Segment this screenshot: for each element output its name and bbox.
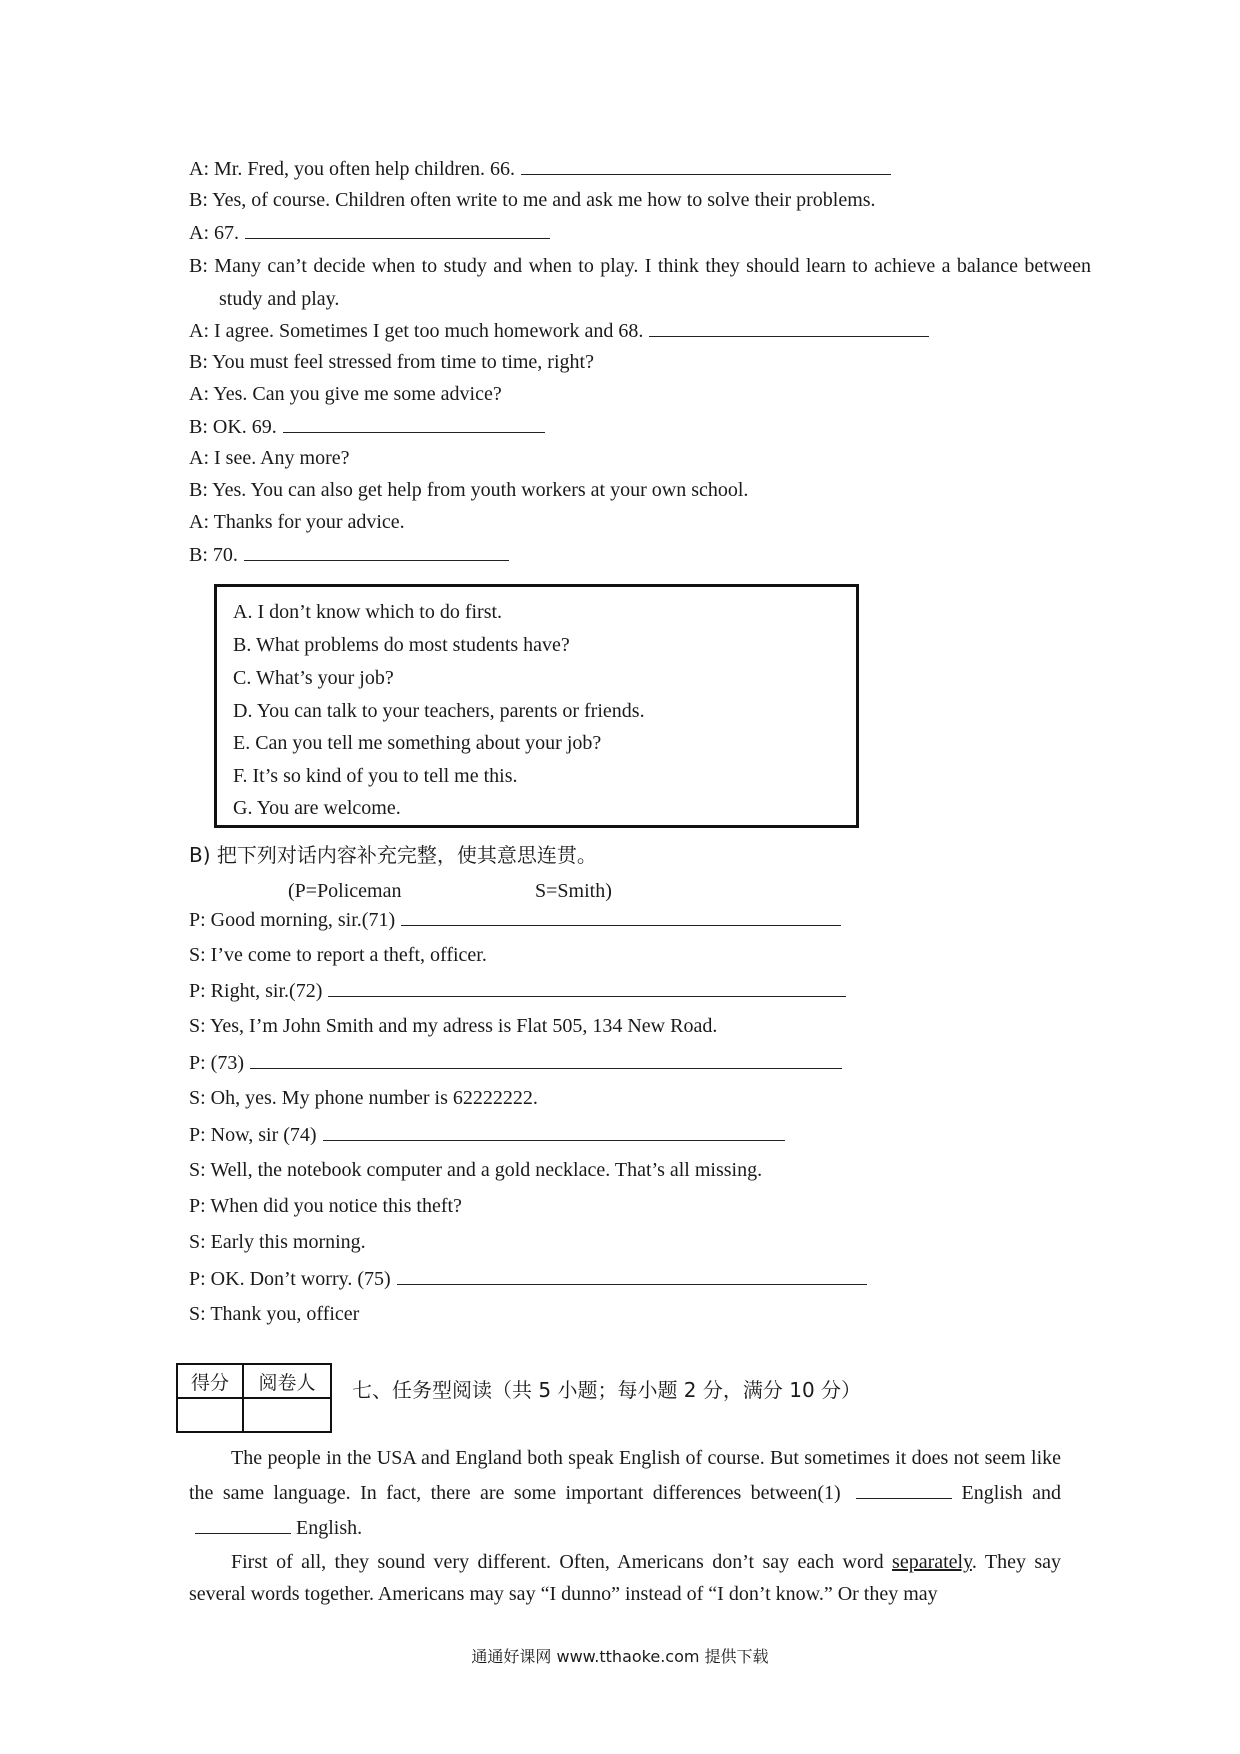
answer-blank[interactable] bbox=[521, 154, 891, 175]
answer-blank[interactable] bbox=[397, 1264, 867, 1285]
dialogue-a-line-text: A: Thanks for your advice. bbox=[189, 511, 405, 533]
answer-blank[interactable] bbox=[328, 976, 846, 997]
dialogue-a-line bbox=[189, 540, 509, 569]
score-cell[interactable] bbox=[177, 1398, 243, 1432]
passage-p1-text: The people in the USA and England both speak English of course. But sometimes it does not seem like the same language. In fact, there are some important differences between(1) bbox=[189, 1447, 1061, 1504]
dialogue-b-line-text: P: Good morning, sir.(71) bbox=[189, 909, 396, 931]
passage-paragraph-1 bbox=[189, 1441, 1061, 1546]
dialogue-a-line-text: A: I see. Any more? bbox=[189, 447, 350, 469]
dialogue-b-line bbox=[189, 976, 846, 1005]
section-seven-title: 七、任务型阅读（共 5 小题；每小题 2 分，满分 10 分） bbox=[352, 1378, 862, 1402]
answer-blank[interactable] bbox=[283, 412, 545, 433]
dialogue-b-line-text: P: OK. Don’t worry. (75) bbox=[189, 1268, 391, 1290]
option-d: D. You can talk to your teachers, parents or friends. bbox=[233, 700, 645, 722]
reviewer-header: 阅卷人 bbox=[243, 1364, 331, 1398]
options-box bbox=[214, 584, 859, 828]
dialogue-a-line-text: A: Yes. Can you give me some advice? bbox=[189, 383, 502, 405]
dialogue-a-line-text: B: Yes, of course. Children often write to me and ask me how to solve their problems. bbox=[189, 189, 876, 211]
dialogue-b-line bbox=[189, 1012, 717, 1040]
option-b: B. What problems do most students have? bbox=[233, 634, 570, 656]
passage-p1-mid: English and bbox=[961, 1482, 1061, 1504]
passage-paragraph-2 bbox=[189, 1546, 1061, 1610]
dialogue-b-line-text: S: Thank you, officer bbox=[189, 1303, 360, 1325]
dialogue-a-line-text: A: Mr. Fred, you often help children. 66. bbox=[189, 158, 516, 180]
dialogue-b-line bbox=[189, 941, 487, 969]
underlined-word: separately bbox=[892, 1551, 972, 1573]
dialogue-a-line bbox=[189, 348, 594, 376]
dialogue-a-line-text: B: Yes. You can also get help from youth workers at your own school. bbox=[189, 479, 749, 501]
dialogue-a-line bbox=[189, 412, 545, 441]
answer-blank[interactable] bbox=[649, 316, 929, 337]
dialogue-a-line-text: A: 67. bbox=[189, 222, 239, 244]
dialogue-a-line bbox=[189, 250, 1091, 316]
passage-p1-end: English. bbox=[296, 1517, 363, 1539]
answer-blank[interactable] bbox=[250, 1048, 842, 1069]
option-g: G. You are welcome. bbox=[233, 797, 401, 819]
dialogue-b-line bbox=[189, 1192, 462, 1220]
dialogue-b-line-text: P: Now, sir (74) bbox=[189, 1124, 317, 1146]
dialogue-b-line bbox=[189, 1300, 359, 1328]
score-header: 得分 bbox=[177, 1364, 243, 1398]
option-a: A. I don’t know which to do first. bbox=[233, 601, 503, 623]
answer-blank[interactable] bbox=[323, 1120, 785, 1141]
dialogue-b-line bbox=[189, 1084, 538, 1112]
option-f: F. It’s so kind of you to tell me this. bbox=[233, 765, 518, 787]
passage-p2-rest: . They say several words together. Americans may say “I dunno” instead of “I don’t know.” Or they may bbox=[189, 1551, 1061, 1605]
option-c: C. What’s your job? bbox=[233, 667, 394, 689]
dialogue-b-line-text: S: I’ve come to report a theft, officer. bbox=[189, 944, 487, 966]
dialogue-a-line-text: B: Many can’t decide when to study and when to play. I think they should learn to achieve a balance between study and play. bbox=[189, 255, 1091, 310]
dialogue-b-line bbox=[189, 1228, 366, 1256]
dialogue-a-line-text: B: You must feel stressed from time to time, right? bbox=[189, 351, 594, 373]
dialogue-a-line-text: B: OK. 69. bbox=[189, 416, 277, 438]
dialogue-a-line bbox=[189, 444, 350, 472]
dialogue-b-line-text: P: (73) bbox=[189, 1052, 244, 1074]
dialogue-a-line bbox=[189, 380, 502, 408]
dialogue-a-line-text: A: I agree. Sometimes I get too much homework and 68. bbox=[189, 320, 644, 342]
dialogue-a-line bbox=[189, 476, 748, 504]
dialogue-a-line bbox=[189, 154, 891, 183]
dialogue-b-line-text: S: Well, the notebook computer and a gold necklace. That’s all missing. bbox=[189, 1159, 763, 1181]
dialogue-b-line bbox=[189, 1048, 842, 1077]
option-e: E. Can you tell me something about your job? bbox=[233, 732, 602, 754]
role-policeman: (P=Policeman bbox=[288, 880, 402, 902]
dialogue-b-line-text: S: Yes, I’m John Smith and my adress is Flat 505, 134 New Road. bbox=[189, 1015, 718, 1037]
dialogue-b-line-text: S: Early this morning. bbox=[189, 1231, 366, 1253]
score-table bbox=[176, 1363, 332, 1433]
dialogue-a-line bbox=[189, 316, 929, 345]
dialogue-a-line bbox=[189, 218, 550, 247]
dialogue-b-line bbox=[189, 1264, 867, 1293]
passage-p2-text: First of all, they sound very different. Often, Americans don’t say each word bbox=[231, 1551, 884, 1573]
reviewer-cell[interactable] bbox=[243, 1398, 331, 1432]
footer-download-note: 通通好课网 www.tthaoke.com 提供下载 bbox=[471, 1647, 769, 1666]
answer-blank[interactable] bbox=[245, 218, 550, 239]
part-b-instruction: B) 把下列对话内容补充完整，使其意思连贯。 bbox=[189, 843, 597, 867]
role-smith: S=Smith) bbox=[535, 880, 612, 902]
answer-blank-1a[interactable] bbox=[856, 1478, 952, 1499]
dialogue-b-line bbox=[189, 1120, 785, 1149]
dialogue-b-line-text: P: When did you notice this theft? bbox=[189, 1195, 462, 1217]
answer-blank-1b[interactable] bbox=[195, 1513, 291, 1534]
dialogue-b-line-text: S: Oh, yes. My phone number is 62222222. bbox=[189, 1087, 538, 1109]
dialogue-b-line bbox=[189, 905, 841, 934]
dialogue-a-line bbox=[189, 508, 405, 536]
dialogue-b-line-text: P: Right, sir.(72) bbox=[189, 980, 323, 1002]
dialogue-a-line-text: B: 70. bbox=[189, 544, 238, 566]
dialogue-a-line bbox=[189, 186, 876, 214]
answer-blank[interactable] bbox=[244, 540, 509, 561]
dialogue-b-line bbox=[189, 1156, 762, 1184]
answer-blank[interactable] bbox=[401, 905, 841, 926]
